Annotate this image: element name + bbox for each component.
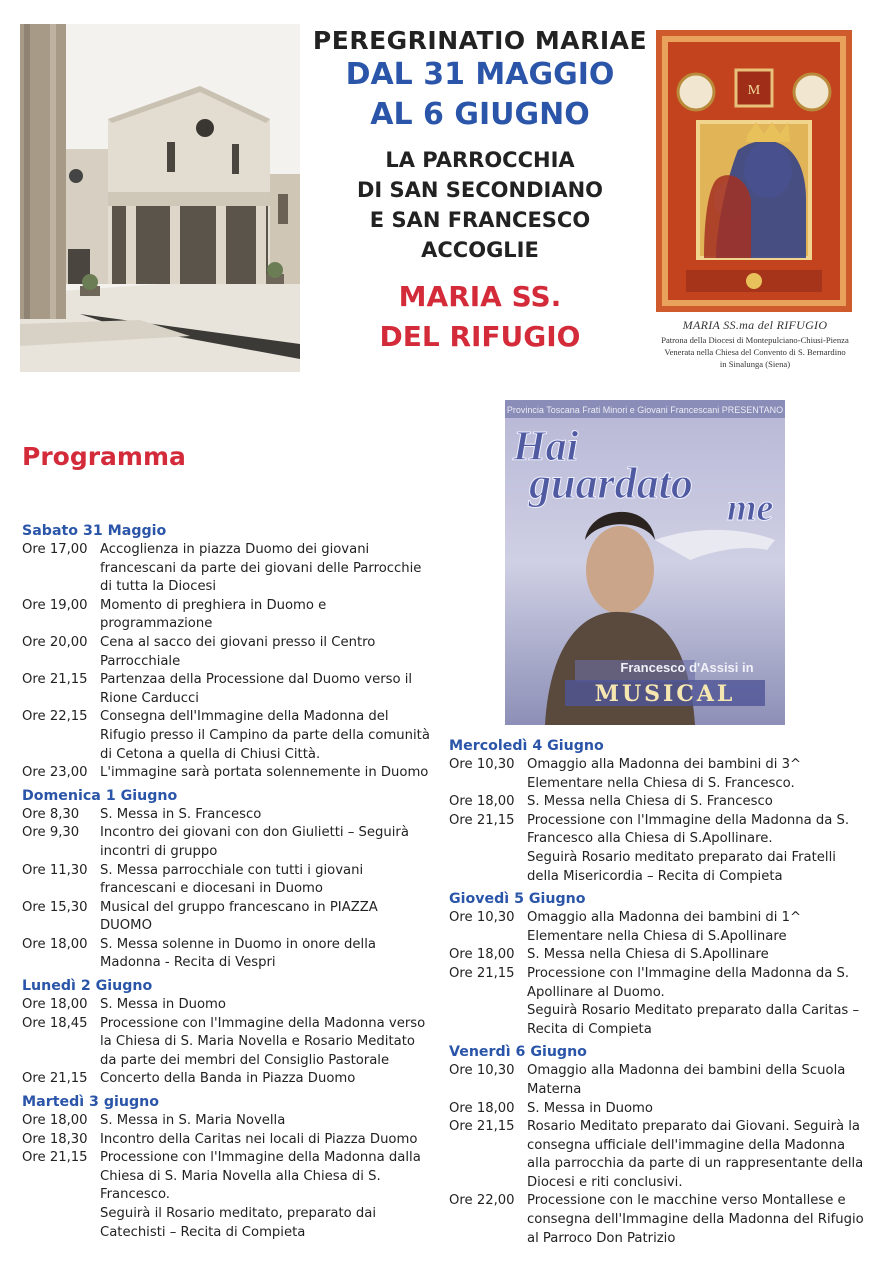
- schedule-item: [22, 824, 430, 861]
- schedule-time: Ore 18,00: [449, 947, 515, 963]
- schedule-time: Ore 21,15: [449, 1119, 515, 1135]
- schedule-time: Ore 18,45: [22, 1015, 88, 1031]
- schedule-description: L'immagine sarà portata solennemente in Duomo: [100, 765, 429, 781]
- date-line-2: AL 6 GIUGNO: [370, 97, 590, 132]
- schedule-time: Ore 21,15: [22, 1150, 88, 1166]
- schedule-description: Processione con l'Immagine della Madonna da S. Apollinare al Duomo.: [527, 965, 850, 1000]
- event-title: PEREGRINATIO MARIAE: [312, 26, 648, 55]
- parish-line-2: DI SAN SECONDIANO: [356, 178, 604, 202]
- schedule-item: [22, 1070, 430, 1089]
- schedule-item: [449, 1118, 865, 1192]
- schedule-time: Ore 18,00: [449, 1100, 515, 1116]
- schedule-description: S. Messa parrocchiale con tutti i giovani francescani e diocesani in Duomo: [100, 862, 364, 897]
- schedule-item: [449, 1062, 865, 1099]
- schedule-time: Ore 21,15: [449, 812, 515, 828]
- musical-poster: [505, 400, 785, 725]
- schedule-description: S. Messa in Duomo: [527, 1100, 653, 1116]
- schedule-time: [449, 1002, 527, 1039]
- parish-text: [300, 145, 660, 265]
- svg-text:M: M: [747, 83, 761, 98]
- schedule-time: Ore 22,15: [22, 709, 88, 725]
- schedule-description: Musical del gruppo francescano in PIAZZA DUOMO: [100, 899, 378, 934]
- schedule-right-column: [449, 737, 865, 1248]
- schedule-description: S. Messa nella Chiesa di S.Apollinare: [527, 947, 769, 963]
- schedule-description: S. Messa in Duomo: [100, 997, 226, 1013]
- day-heading: Giovedì 5 Giugno: [449, 891, 586, 908]
- schedule-description: Omaggio alla Madonna dei bambini di 1^ Elementare nella Chiesa di S.Apollinare: [527, 910, 802, 944]
- schedule-time: Ore 18,30: [22, 1131, 88, 1147]
- day-heading: Mercoledì 4 Giugno: [449, 738, 604, 754]
- schedule-time: Ore 20,00: [22, 634, 88, 650]
- schedule-time: Ore 15,30: [22, 899, 88, 915]
- schedule-description: Processione con l'Immagine della Madonna verso la Chiesa di S. Maria Novella e Rosario Meditato da parte dei membri del Consiglio Pastorale: [100, 1015, 426, 1068]
- parish-line-4: ACCOGLIE: [421, 238, 539, 262]
- event-dates: [300, 55, 660, 135]
- poster-subtitle: Francesco d'Assisi in: [620, 660, 754, 675]
- schedule-description: Cena al sacco dei giovani presso il Centro Parrocchiale: [100, 634, 376, 669]
- schedule-time: Ore 17,00: [22, 542, 88, 557]
- schedule-item: [22, 708, 430, 764]
- schedule-time: Ore 18,00: [22, 936, 88, 952]
- schedule-left-column: [22, 522, 430, 1242]
- schedule-item: [449, 965, 865, 1002]
- schedule-time: Ore 21,15: [449, 965, 515, 981]
- icon-caption: [640, 318, 870, 369]
- parish-line-1: LA PARROCCHIA: [385, 148, 575, 172]
- schedule-time: Ore 10,30: [449, 910, 515, 926]
- schedule-time: Ore 18,00: [22, 997, 88, 1013]
- schedule-time: Ore 18,00: [22, 1113, 88, 1129]
- schedule-item: [22, 597, 430, 634]
- date-line-1: DAL 31 MAGGIO: [345, 57, 615, 92]
- schedule-item: [449, 946, 865, 965]
- schedule-description: Concerto della Banda in Piazza Duomo: [100, 1071, 356, 1087]
- header: [300, 22, 660, 357]
- day-heading: Venerdì 6 Giugno: [449, 1044, 587, 1061]
- schedule-time: Ore 8,30: [22, 806, 80, 822]
- schedule-item: [22, 936, 430, 973]
- schedule-time: Ore 19,00: [22, 597, 88, 613]
- schedule-time: Ore 11,30: [22, 862, 88, 878]
- schedule-description: Processione con le macchine verso Montallese e consegna dell'Immagine della Madonna del Rifugio al Parroco Don Patrizio: [527, 1193, 864, 1246]
- schedule-item: [449, 793, 865, 812]
- madonna-line-1: MARIA SS.: [398, 280, 562, 313]
- schedule-item: [449, 849, 865, 886]
- icon-caption-line-1: Patrona della Diocesi di Montepulciano-Chiusi-Pienza: [661, 335, 849, 345]
- schedule-description: Incontro della Caritas nei locali di Piazza Duomo: [100, 1131, 418, 1147]
- schedule-time: Ore 9,30: [22, 825, 80, 841]
- parish-line-3: E SAN FRANCESCO: [369, 208, 591, 232]
- schedule-description: Omaggio alla Madonna dei bambini della Scuola Materna: [527, 1063, 846, 1097]
- schedule-description: S. Messa solenne in Duomo in onore della Madonna - Recita di Vespri: [100, 936, 376, 971]
- schedule-description: Omaggio alla Madonna dei bambini di 3^ Elementare nella Chiesa di S. Francesco.: [527, 757, 802, 791]
- schedule-time: Ore 18,00: [449, 794, 515, 810]
- schedule-description: Processione con l'Immagine della Madonna dalla Chiesa di S. Maria Novella alla Chiesa di S. Francesco.: [100, 1150, 421, 1203]
- poster-title-hai: Hai: [513, 424, 579, 470]
- schedule-description: Seguirà Rosario meditato preparato dai Fratelli della Misericordia – Recita di Compieta: [527, 849, 836, 884]
- day-heading: Domenica 1 Giugno: [22, 787, 178, 804]
- schedule-description: S. Messa in S. Maria Novella: [100, 1113, 286, 1129]
- schedule-item: [22, 541, 430, 597]
- schedule-description: Accoglienza in piazza Duomo dei giovani francescani da parte dei giovani delle Parrocchie di tutta la Diocesi: [100, 542, 422, 595]
- schedule-item: [449, 1192, 865, 1248]
- schedule-time: Ore 10,30: [449, 1063, 515, 1079]
- schedule-description: Rosario Meditato preparato dai Giovani. Seguirà la consegna ufficiale dell'immagine della Madonna alla parrocchia da parte di un rappresentante della Diocesi e riti conclusivi.: [527, 1119, 864, 1190]
- schedule-time: Ore 23,00: [22, 765, 88, 781]
- schedule-item: [22, 1112, 430, 1131]
- schedule-item: [449, 756, 865, 793]
- schedule-item: [22, 862, 430, 899]
- schedule-item: [22, 764, 430, 783]
- schedule-description: Seguirà Rosario Meditato preparato dalla Caritas – Recita di Compieta: [527, 1003, 860, 1037]
- poster-title-guardato: guardato: [529, 459, 693, 508]
- schedule-time: Ore 22,00: [449, 1193, 515, 1209]
- madonna-icon-image: [656, 30, 852, 312]
- schedule-item: [22, 996, 430, 1015]
- schedule-description: Seguirà il Rosario meditato, preparato dai Catechisti – Recita di Compieta: [100, 1206, 377, 1240]
- day-heading: Lunedì 2 Giugno: [22, 978, 153, 995]
- poster-top-text: Provincia Toscana Frati Minori e Giovani Francescani PRESENTANO: [506, 405, 784, 415]
- poster-musical: MUSICAL: [594, 681, 736, 707]
- madonna-name: [300, 277, 660, 357]
- schedule-item: [449, 1100, 865, 1119]
- schedule-item: [22, 634, 430, 671]
- icon-caption-line-3: in Sinalunga (Siena): [719, 359, 791, 369]
- schedule-item: [449, 812, 865, 849]
- schedule-item: [449, 909, 865, 946]
- schedule-time: Ore 10,30: [449, 757, 515, 772]
- poster-title-me: me: [727, 487, 774, 529]
- schedule-item: [22, 899, 430, 936]
- schedule-item: [22, 1131, 430, 1150]
- programma-title: Programma: [22, 442, 186, 471]
- schedule-description: Processione con l'Immagine della Madonna da S. Francesco alla Chiesa di S.Apollinare.: [527, 812, 850, 847]
- schedule-item: [22, 1149, 430, 1205]
- schedule-item: [22, 806, 430, 825]
- madonna-line-2: DEL RIFUGIO: [379, 320, 581, 353]
- day-heading: Martedì 3 giugno: [22, 1094, 159, 1111]
- schedule-item: [449, 1002, 865, 1039]
- schedule-description: S. Messa nella Chiesa di S. Francesco: [527, 794, 773, 810]
- schedule-time: Ore 21,15: [22, 672, 88, 688]
- icon-caption-line-2: Venerata nella Chiesa del Convento di S. Bernardino: [664, 347, 846, 357]
- schedule-description: Consegna dell'Immagine della Madonna del Rifugio presso il Campino da parte della comunità di Cetona a quella di Chiusi Città.: [100, 709, 430, 762]
- schedule-description: Partenzaa della Processione dal Duomo verso il Rione Carducci: [100, 672, 413, 706]
- schedule-item: [22, 1205, 430, 1242]
- schedule-time: [449, 849, 527, 886]
- schedule-item: [22, 1015, 430, 1071]
- schedule-description: S. Messa in S. Francesco: [100, 806, 262, 822]
- schedule-time: [22, 1205, 100, 1242]
- icon-caption-title: MARIA SS.ma del RIFUGIO: [682, 318, 828, 332]
- church-photo: [20, 24, 300, 372]
- schedule-time: Ore 21,15: [22, 1071, 88, 1087]
- day-heading: Sabato 31 Maggio: [22, 523, 167, 539]
- schedule-item: [22, 671, 430, 708]
- schedule-description: Momento di preghiera in Duomo e programmazione: [100, 597, 327, 632]
- schedule-description: Incontro dei giovani con don Giulietti – Seguirà incontri di gruppo: [100, 825, 409, 859]
